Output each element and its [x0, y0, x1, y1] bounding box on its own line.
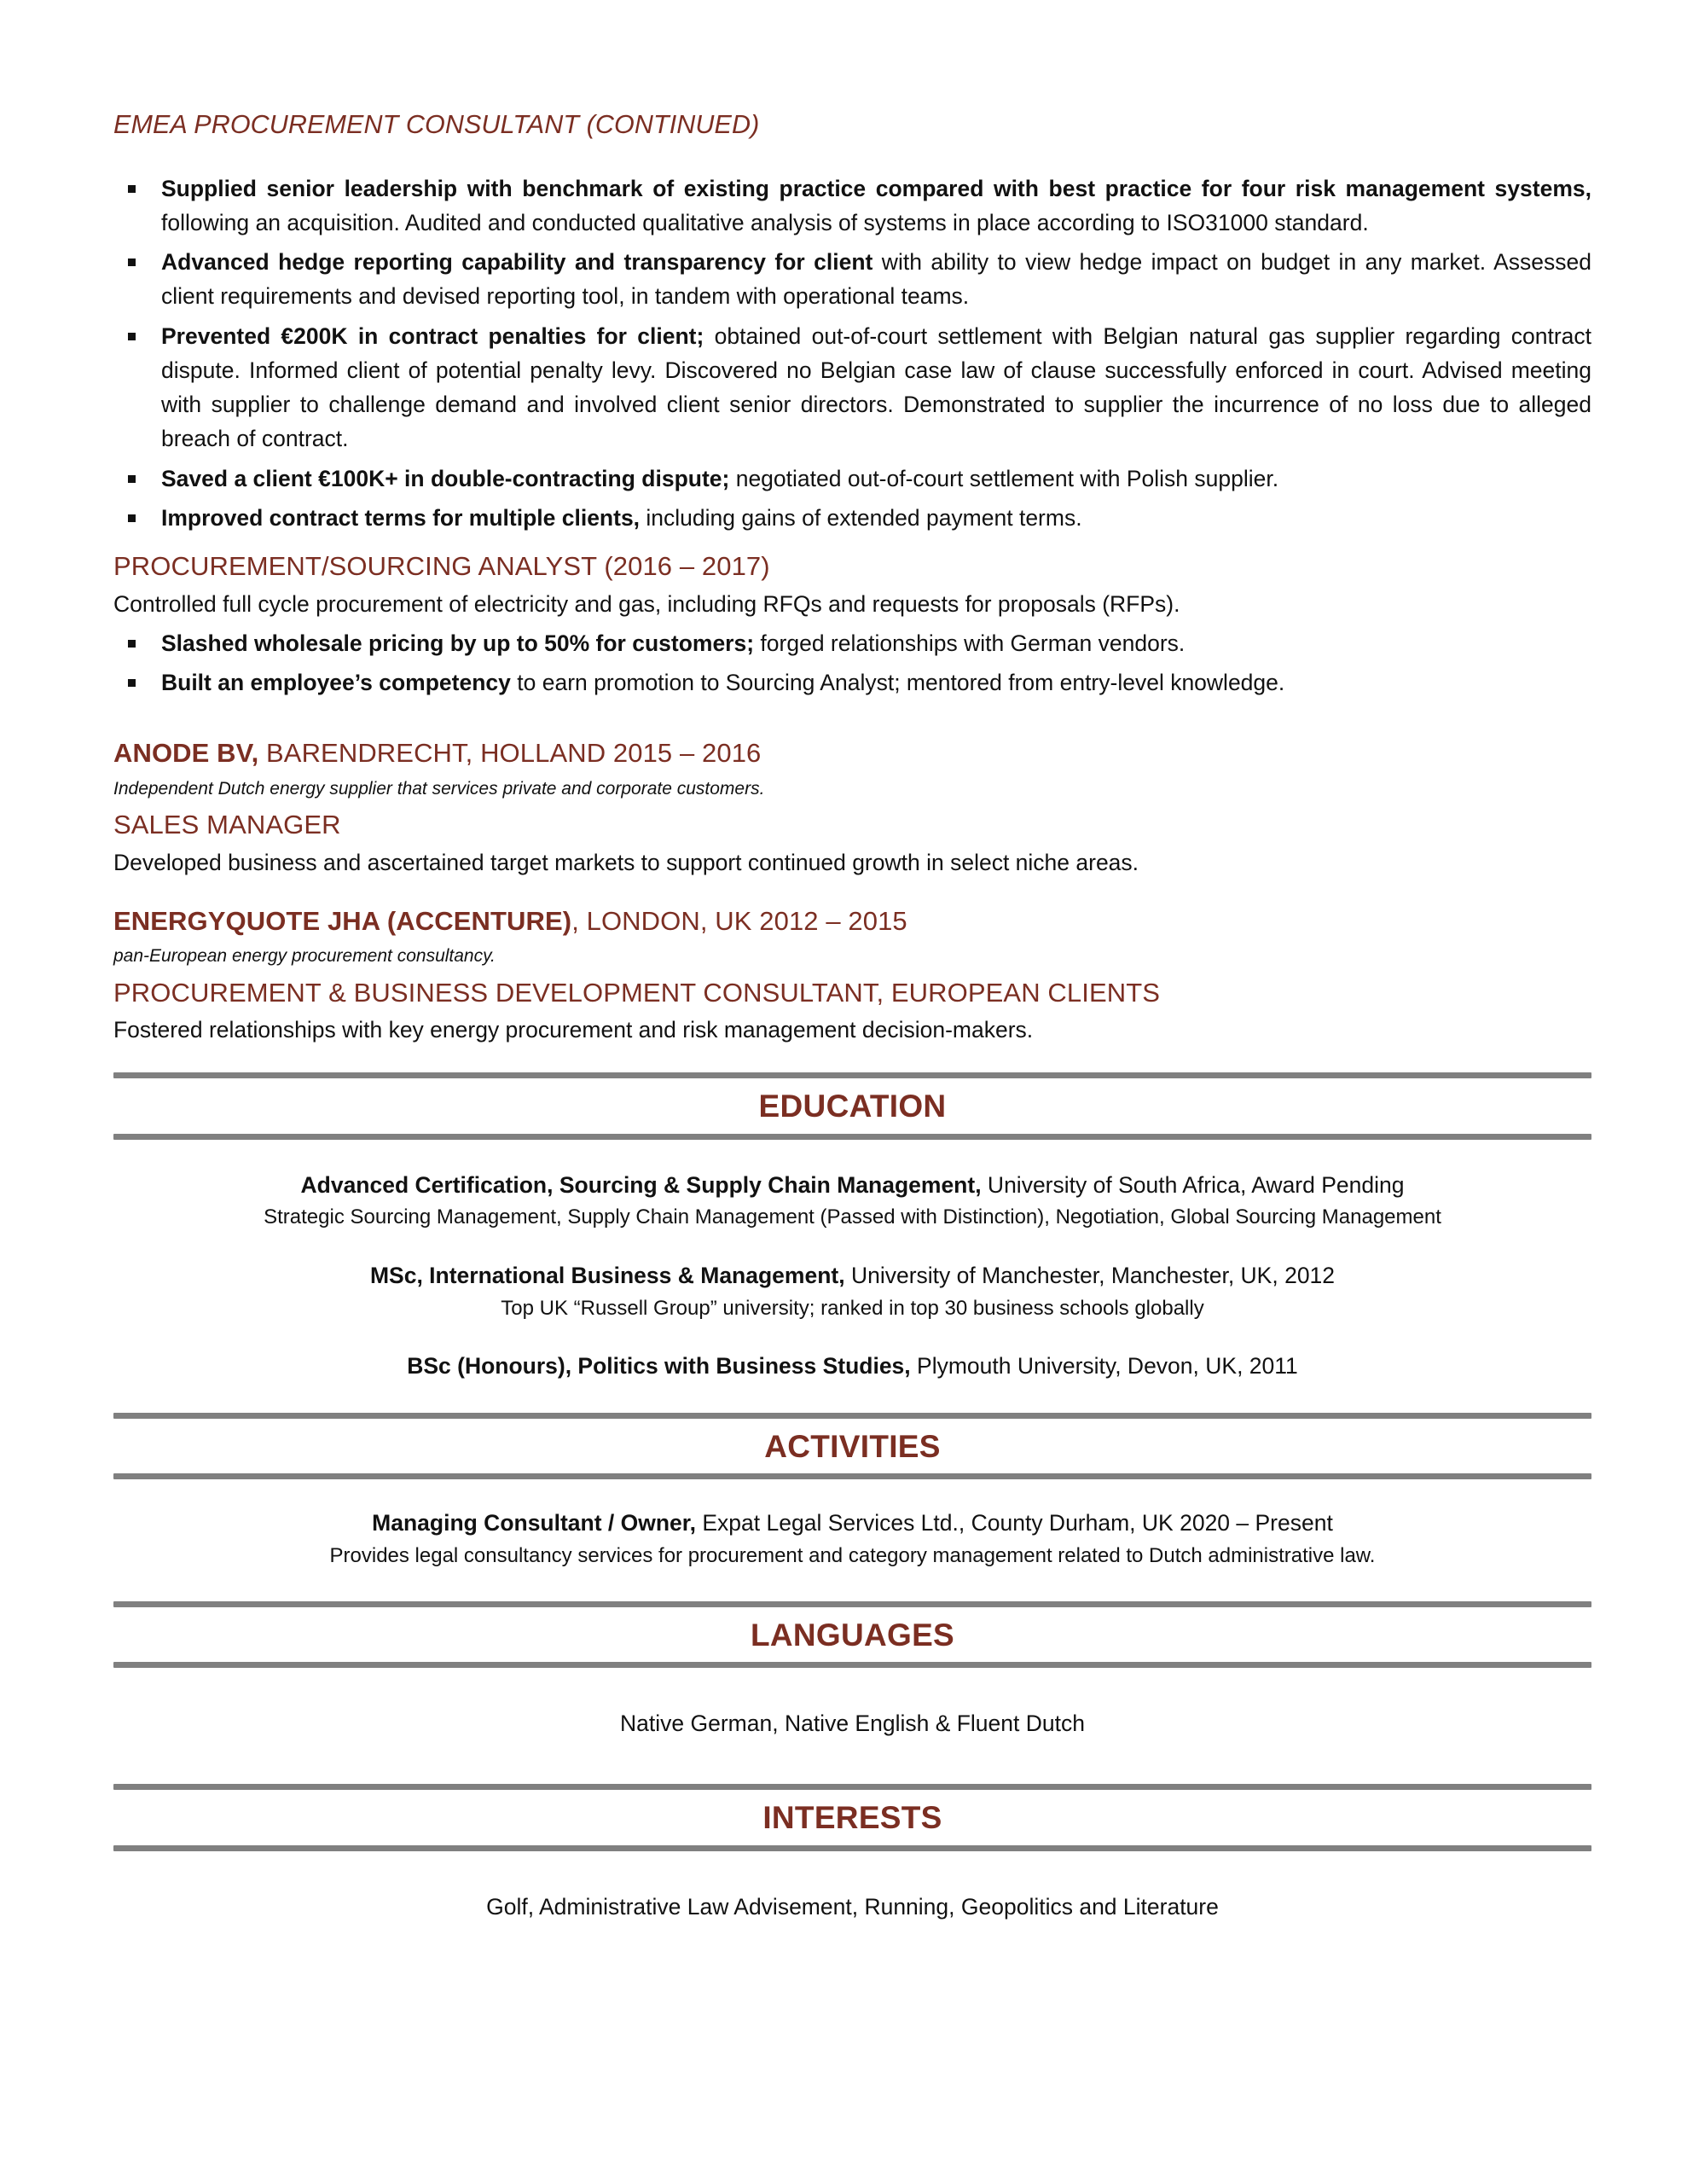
section-divider-bottom [113, 1662, 1591, 1668]
list-item [113, 665, 1591, 700]
energyquote-company-blurb: pan-European energy procurement consultancy. [113, 946, 496, 967]
languages-text: Native German, Native English & Fluent Dutch [620, 1711, 1085, 1737]
interests-text: Golf, Administrative Law Advisement, Running, Geopolitics and Literature [486, 1893, 1219, 1920]
spacer [113, 535, 1591, 550]
spacer [113, 1571, 1591, 1601]
spacer [113, 880, 1591, 905]
education-entry [113, 1261, 1591, 1322]
activities-entry-title [113, 1508, 1591, 1539]
section-divider-bottom [113, 1134, 1591, 1140]
education-institution: University of Manchester, Manchester, UK, 2012 [844, 1262, 1336, 1288]
bullet-rest-text: forged relationships with German vendors. [754, 630, 1186, 656]
list-item [113, 462, 1591, 496]
interests-section-body [113, 1851, 1591, 1923]
education-entry-detail: Top UK “Russell Group” university; ranked in top 30 business schools globally [501, 1296, 1204, 1320]
analyst-role-summary: Controlled full cycle procurement of electricity and gas, including RFQs and requests for proposals (RFPs). [113, 591, 1180, 617]
anode-role-summary: Developed business and ascertained target markets to support continued growth in select niche areas. [113, 849, 1139, 875]
list-item [113, 245, 1591, 314]
education-degree: Advanced Certification, Sourcing & Supply Chain Management, [300, 1171, 982, 1198]
section-divider-top [113, 1784, 1591, 1790]
bullet-bold-text: Slashed wholesale pricing by up to 50% for customers; [161, 630, 755, 656]
anode-role-title: SALES MANAGER [113, 810, 341, 840]
bullet-rest-text: to earn promotion to Sourcing Analyst; mentored from entry-level knowledge. [510, 669, 1285, 695]
interests-section-title: INTERESTS [762, 1800, 942, 1836]
continued-role-title: EMEA PROCUREMENT CONSULTANT (CONTINUED) [113, 110, 760, 139]
bullet-rest-text: following an acquisition. Audited and conducted qualitative analysis of systems in place according to ISO31000 standard. [161, 209, 1369, 235]
square-bullet-icon [128, 514, 136, 522]
spacer [113, 1851, 1591, 1892]
bullet-bold-text: Advanced hedge reporting capability and transparency for client [161, 249, 873, 276]
square-bullet-icon [128, 333, 136, 340]
spacer [113, 700, 1591, 737]
section-divider-top [113, 1413, 1591, 1419]
square-bullet-icon [128, 679, 136, 687]
bullet-bold-text: Built an employee’s competency [161, 669, 511, 695]
spacer [113, 1047, 1591, 1072]
spacer [113, 1740, 1591, 1784]
section-divider-bottom [113, 1845, 1591, 1851]
activities-section-body [113, 1479, 1591, 1570]
square-bullet-icon [128, 475, 136, 483]
bullet-bold-text: Improved contract terms for multiple clients, [161, 504, 641, 531]
activities-section-title: ACTIVITIES [764, 1428, 941, 1464]
education-entry [113, 1351, 1591, 1382]
education-entry-detail: Strategic Sourcing Management, Supply Chain Management (Passed with Distinction), Negotiation, Global Sourcing Management [264, 1205, 1441, 1229]
spacer [113, 1479, 1591, 1508]
languages-section-title: LANGUAGES [750, 1617, 955, 1653]
square-bullet-icon [128, 640, 136, 648]
list-item [113, 319, 1591, 456]
bullet-rest-text: negotiated out-of-court settlement with Polish supplier. [729, 465, 1279, 491]
activities-entry-detail: Provides legal consultancy services for procurement and category management related to Dutch administrative law. [329, 1544, 1376, 1568]
bullet-bold-text: Saved a client €100K+ in double-contracting dispute; [161, 465, 730, 491]
list-item [113, 501, 1591, 535]
square-bullet-icon [128, 258, 136, 266]
analyst-role-bullet-list [113, 626, 1591, 700]
bullet-bold-text: Supplied senior leadership with benchmark of existing practice compared with best practice for four risk management systems, [161, 175, 1591, 201]
energyquote-company-heading [113, 905, 1591, 938]
languages-section-body [113, 1668, 1591, 1740]
education-degree: BSc (Honours), Politics with Business Studies, [407, 1353, 911, 1379]
section-divider-top [113, 1072, 1591, 1078]
activities-org: Expat Legal Services Ltd., County Durham, UK 2020 – Present [696, 1510, 1333, 1536]
education-entry [113, 1170, 1591, 1232]
bullet-rest-text: obtained out-of-court settlement with Belgian natural gas supplier regarding contract dispute. Informed client of potential penalty levy. Discovered no Belgian case law of clause successfully enforced in court. Advised meeting with supplier to challenge demand and involved client senior directors. Demonstrated to supplier the incurrence of no loss due to alleged breach of contract. [161, 322, 1591, 452]
bullet-rest-text: including gains of extended payment terms. [640, 504, 1082, 531]
anode-location-dates: BARENDRECHT, HOLLAND 2015 – 2016 [258, 738, 762, 769]
square-bullet-icon [128, 185, 136, 193]
spacer [113, 1668, 1591, 1709]
continued-role-bullet-list [113, 171, 1591, 536]
section-divider-bottom [113, 1473, 1591, 1479]
activities-role: Managing Consultant / Owner, [372, 1510, 697, 1536]
education-section-body [113, 1170, 1591, 1382]
bullet-bold-text: Prevented €200K in contract penalties for client; [161, 322, 704, 349]
anode-company-name: ANODE BV, [113, 738, 259, 769]
energyquote-company-name: ENERGYQUOTE JHA (ACCENTURE) [113, 905, 572, 936]
energyquote-role-summary: Fostered relationships with key energy procurement and risk management decision-makers. [113, 1017, 1034, 1043]
education-degree: MSc, International Business & Management, [369, 1262, 845, 1288]
education-section-title: EDUCATION [758, 1089, 947, 1124]
bullet-rest-text: with ability to view hedge impact on budget in any market. Assessed client requirements and devised reporting tool, in tandem with operational teams. [161, 249, 1591, 310]
education-institution: University of South Africa, Award Pending [981, 1171, 1405, 1198]
education-entry-title [113, 1170, 1591, 1201]
analyst-role-title: PROCUREMENT/SOURCING ANALYST (2016 – 2017) [113, 551, 770, 582]
list-item [113, 171, 1591, 241]
anode-company-blurb: Independent Dutch energy supplier that services private and corporate customers. [113, 778, 765, 799]
energyquote-location-dates: , LONDON, UK 2012 – 2015 [571, 905, 907, 936]
anode-company-heading [113, 737, 1591, 770]
section-divider-top [113, 1601, 1591, 1607]
education-institution: Plymouth University, Devon, UK, 2011 [910, 1353, 1298, 1379]
education-entry-title [113, 1261, 1591, 1292]
spacer [113, 1382, 1591, 1413]
education-entry-title [113, 1351, 1591, 1382]
list-item [113, 626, 1591, 660]
energyquote-role-title: PROCUREMENT & BUSINESS DEVELOPMENT CONSULTANT, EUROPEAN CLIENTS [113, 977, 1161, 1008]
